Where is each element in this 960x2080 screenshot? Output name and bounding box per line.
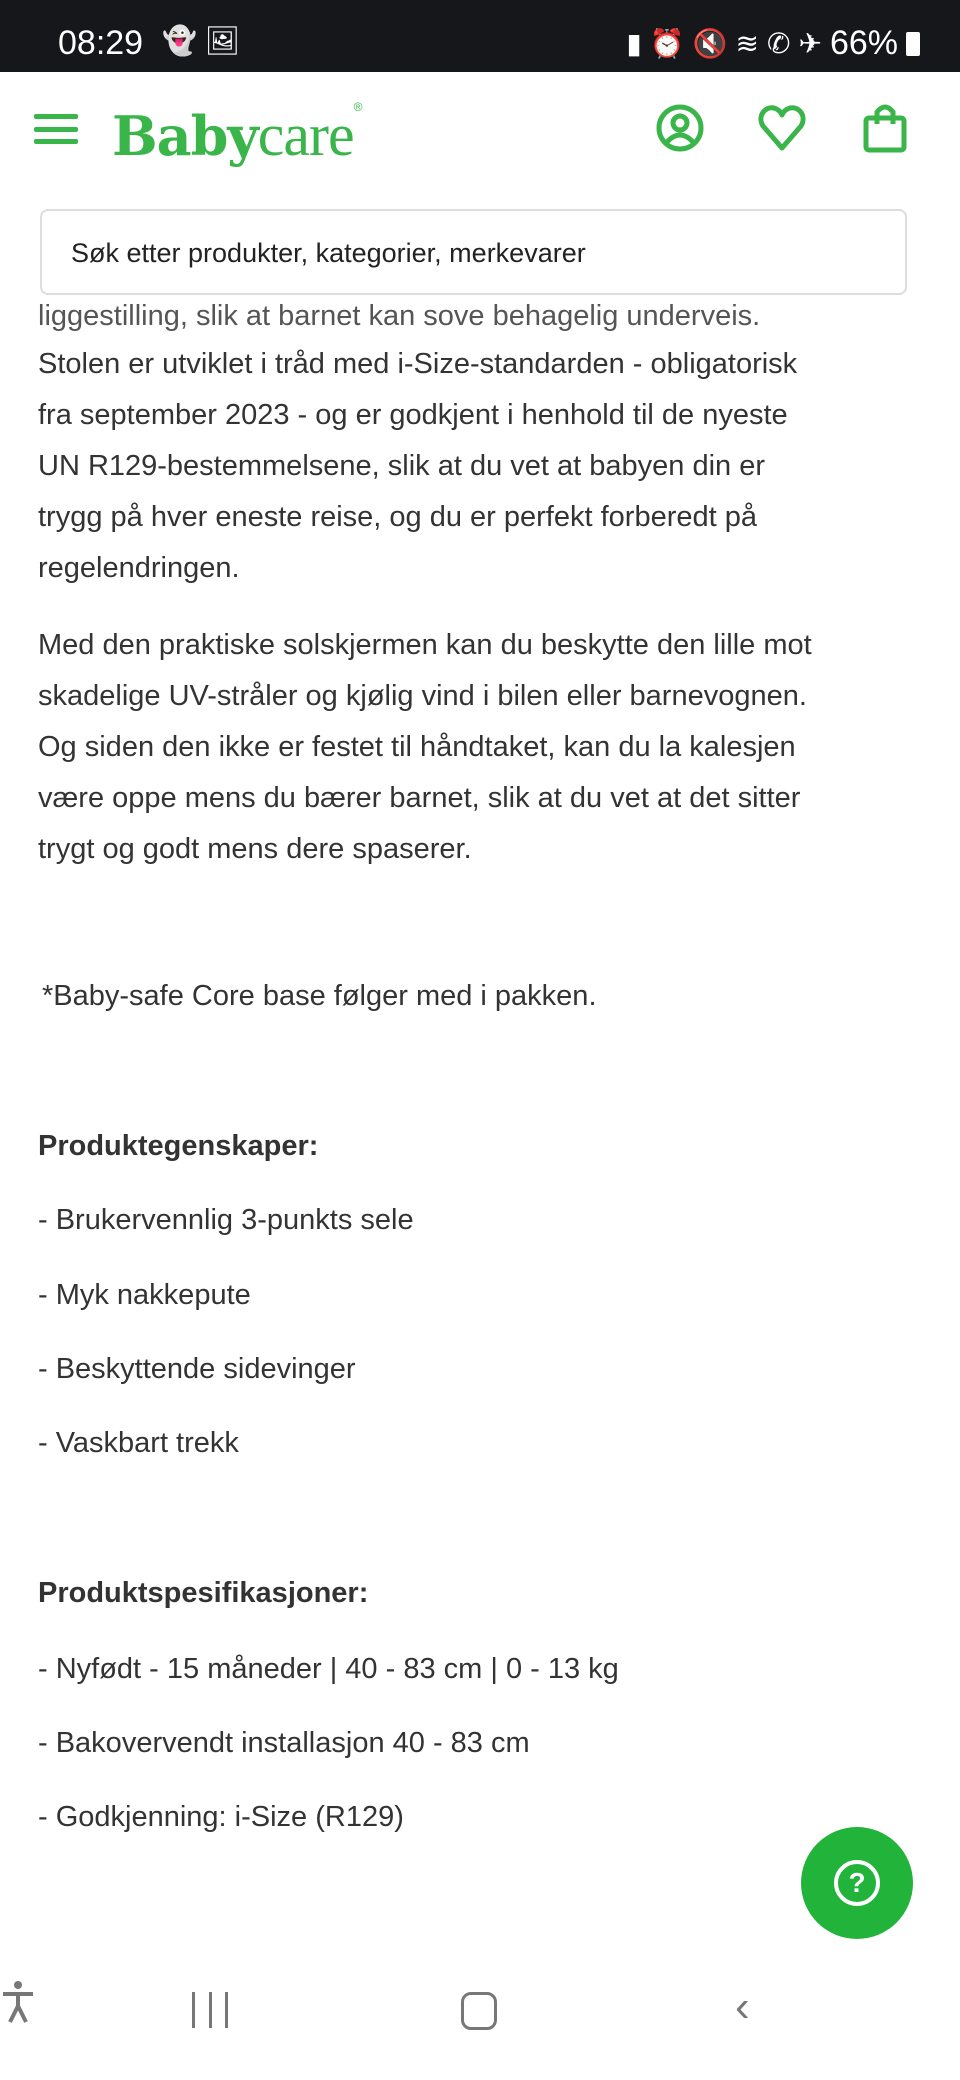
feature-item: - Myk nakkepute xyxy=(38,1279,251,1311)
site-header xyxy=(0,72,960,200)
spec-item: - Godkjenning: i-Size (R129) xyxy=(38,1801,404,1833)
recent-apps-icon[interactable] xyxy=(192,1992,228,2028)
base-note: *Baby-safe Core base følger med i pakken. xyxy=(42,980,597,1012)
help-icon: ? xyxy=(834,1860,880,1906)
logo-light: care xyxy=(257,102,354,168)
spec-item: - Nyfødt - 15 måneder | 40 - 83 cm | 0 - 13 kg xyxy=(38,1653,619,1685)
mute-icon: 🔇 xyxy=(692,28,728,59)
text-line: trygg på hver eneste reise, og du er perfekt forberedt på xyxy=(38,501,757,533)
android-nav-bar xyxy=(0,1980,960,2080)
heart-icon[interactable] xyxy=(757,102,807,154)
wifi-call-icon: ✆ xyxy=(767,28,791,59)
text-line: regelendringen. xyxy=(38,552,240,584)
paragraph-sunshade xyxy=(38,620,928,875)
accessibility-icon[interactable] xyxy=(0,1980,36,2024)
notification-icons: 👻 🖼 xyxy=(162,25,241,56)
status-time: 08:29 xyxy=(58,24,144,62)
paragraph-i-size xyxy=(38,339,928,594)
feature-item: - Beskyttende sidevinger xyxy=(38,1353,356,1385)
text-line: Og siden den ikke er festet til håndtaket, kan du la kalesjen xyxy=(38,731,796,763)
status-bar xyxy=(0,0,960,72)
text-line: Med den praktiske solskjermen kan du beskytte den lille mot xyxy=(38,629,812,661)
alarm-icon: ⏰ xyxy=(649,28,685,59)
battery-saver-icon: ▮ xyxy=(626,28,642,59)
menu-icon[interactable] xyxy=(34,114,78,144)
text-line: Stolen er utviklet i tråd med i-Size-standarden - obligatorisk xyxy=(38,348,798,380)
search-input[interactable]: Søk etter produkter, kategorier, merkevarer xyxy=(40,209,907,295)
logo-bold: Baby xyxy=(112,104,258,168)
features-heading: Produktegenskaper: xyxy=(38,1130,319,1162)
text-line: fra september 2023 - og er godkjent i henhold til de nyeste xyxy=(38,399,788,431)
babycare-logo[interactable] xyxy=(112,100,361,170)
text-line: skadelige UV-stråler og kjølig vind i bilen eller barnevognen. xyxy=(38,680,807,712)
specs-heading: Produktspesifikasjoner: xyxy=(38,1577,369,1609)
cart-bag-icon[interactable] xyxy=(860,102,910,154)
airplane-icon: ✈ xyxy=(798,28,822,59)
text-line: være oppe mens du bærer barnet, slik at du vet at det sitter xyxy=(38,782,801,814)
help-button[interactable] xyxy=(801,1827,913,1939)
text-line: UN R129-bestemmelsene, slik at du vet at babyen din er xyxy=(38,450,765,482)
back-icon[interactable]: ‹ xyxy=(735,1982,750,2031)
system-icons xyxy=(626,24,920,63)
wifi-icon: ≋ xyxy=(735,28,759,59)
spec-item: - Bakovervendt installasjon 40 - 83 cm xyxy=(38,1727,530,1759)
battery-icon xyxy=(906,32,920,56)
feature-item: - Brukervennlig 3-punkts sele xyxy=(38,1204,414,1236)
text-line: trygt og godt mens dere spaserer. xyxy=(38,833,472,865)
account-icon[interactable] xyxy=(655,102,705,154)
battery-percent: 66% xyxy=(829,24,898,62)
home-icon[interactable] xyxy=(461,1992,497,2030)
cut-off-text: liggestilling, slik at barnet kan sove behagelig underveis. xyxy=(38,300,761,332)
feature-item: - Vaskbart trekk xyxy=(38,1427,239,1459)
logo-mark: ® xyxy=(353,100,362,114)
